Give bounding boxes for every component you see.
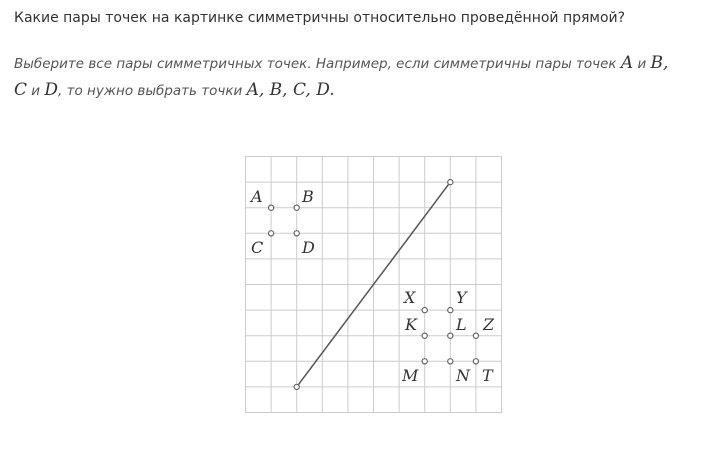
- instruction-part1: Выберите все пары симметричных точек. Например, если симметричны пары точек: [14, 56, 621, 72]
- line-endpoint-bottom: [294, 384, 299, 389]
- point-x: [422, 308, 427, 313]
- label-k: K: [405, 315, 417, 334]
- label-x: X: [404, 288, 416, 307]
- line-endpoint-top: [448, 180, 453, 185]
- label-c: C: [251, 238, 264, 257]
- point-y: [448, 308, 453, 313]
- label-m: M: [402, 366, 419, 385]
- point-m: [422, 359, 427, 364]
- math-comma: ,: [663, 53, 669, 73]
- label-z: Z: [483, 315, 495, 334]
- label-a: A: [251, 187, 263, 206]
- question-text: Какие пары точек на картинке симметричны относительно проведённой прямой?: [14, 10, 626, 26]
- point-d: [294, 231, 299, 236]
- math-point-d: D: [44, 80, 59, 100]
- point-c: [269, 231, 274, 236]
- math-point-c: C: [14, 80, 28, 100]
- instruction-and1: и: [633, 56, 651, 72]
- instruction-and2: и: [27, 83, 45, 99]
- point-t: [473, 359, 478, 364]
- point-z: [473, 333, 478, 338]
- math-point-b: B: [650, 53, 664, 73]
- math-point-list: A, B, C, D: [246, 80, 330, 100]
- math-point-a: A: [620, 53, 634, 73]
- point-n: [448, 359, 453, 364]
- label-n: N: [456, 366, 470, 385]
- label-y: Y: [456, 288, 467, 307]
- point-l: [448, 333, 453, 338]
- label-d: D: [302, 238, 315, 257]
- math-period: .: [329, 80, 335, 100]
- point-a: [269, 205, 274, 210]
- label-t: T: [482, 366, 493, 385]
- label-b: B: [302, 187, 314, 206]
- point-k: [422, 333, 427, 338]
- point-b: [294, 205, 299, 210]
- label-l: L: [456, 315, 467, 334]
- instruction-part2: , то нужно выбрать точки: [58, 83, 247, 99]
